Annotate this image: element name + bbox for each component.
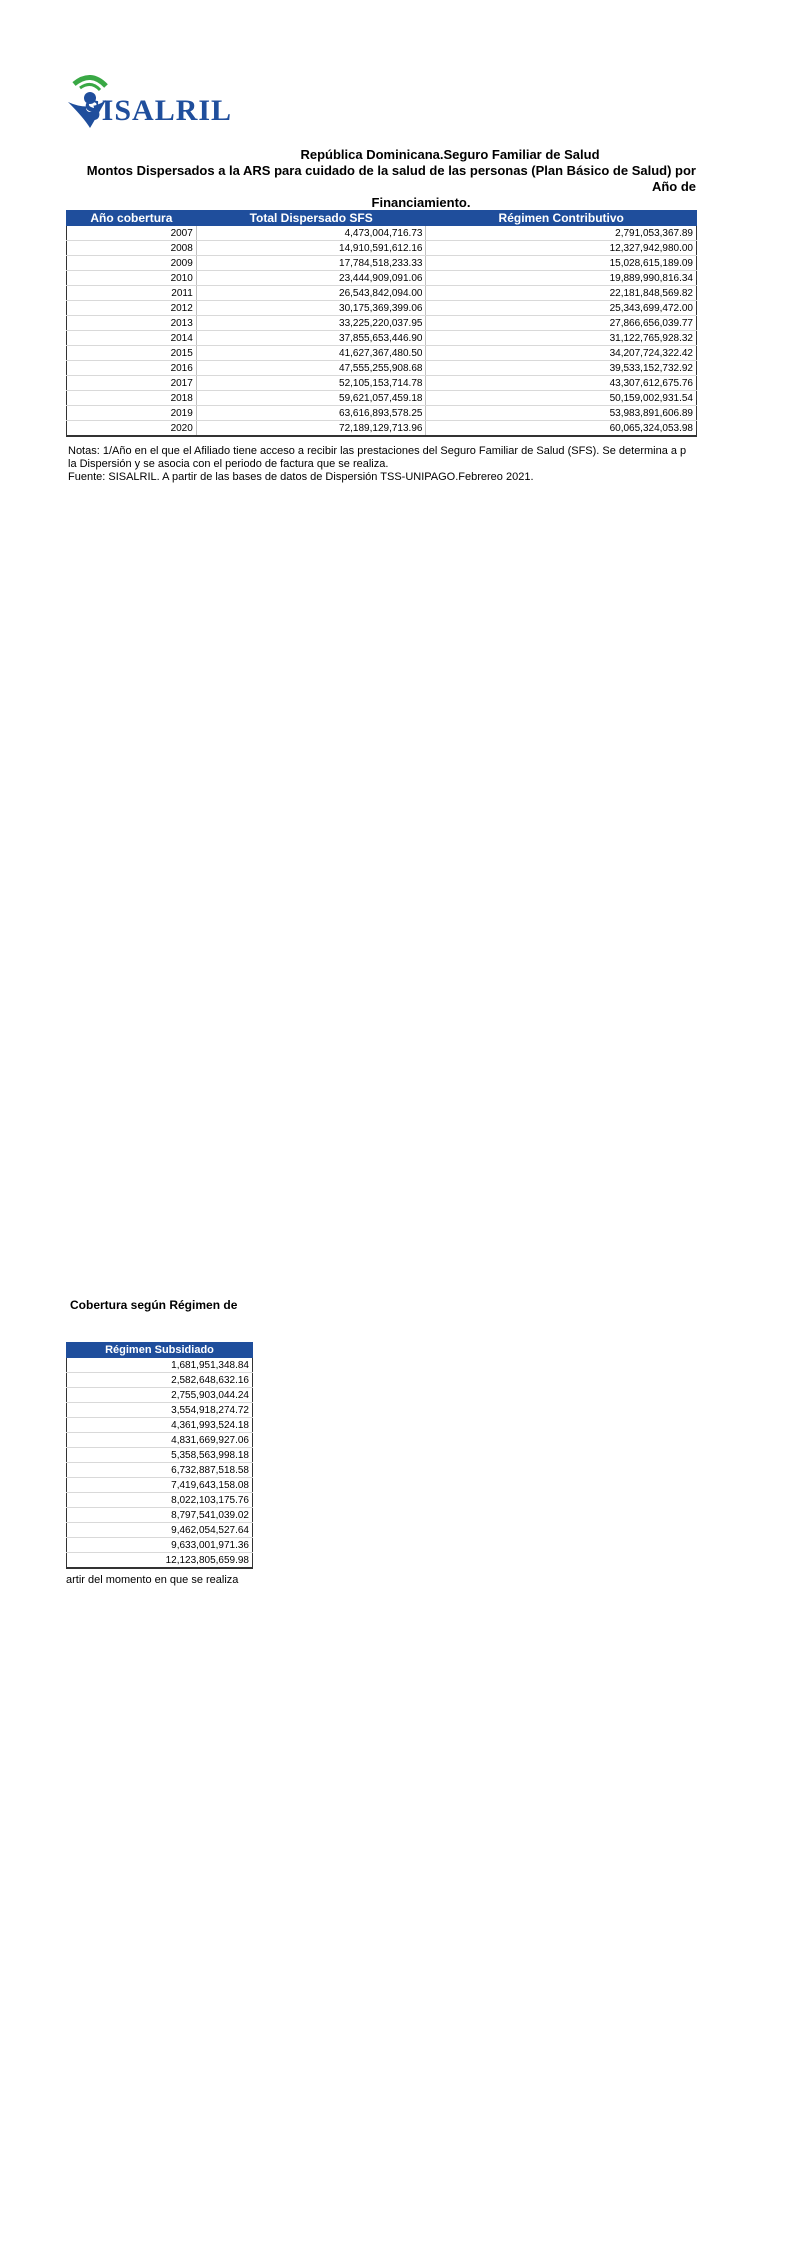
col-header-year: Año cobertura bbox=[67, 211, 197, 226]
notes-block bbox=[68, 445, 698, 484]
cell-total: 33,225,220,037.95 bbox=[196, 316, 426, 331]
table-row bbox=[67, 391, 697, 406]
note-line-2: la Dispersión y se asocia con el periodo de factura que se realiza. bbox=[68, 458, 389, 470]
col-header-total: Total Dispersado SFS bbox=[196, 211, 426, 226]
table-row bbox=[67, 421, 697, 437]
col-header-subsidiado: Régimen Subsidiado bbox=[67, 1343, 253, 1358]
table-row bbox=[67, 1448, 253, 1463]
cell-year: 2009 bbox=[67, 256, 197, 271]
dispersion-table-header bbox=[67, 211, 697, 226]
title-line-2: Montos Dispersados a la ARS para cuidado de la salud de las personas (Plan Básico de Salud) por Año de bbox=[86, 163, 696, 194]
table-row bbox=[67, 1463, 253, 1478]
cell-contributivo: 53,983,891,606.89 bbox=[426, 406, 697, 421]
table-row bbox=[67, 406, 697, 421]
cell-subsidiado: 6,732,887,518.58 bbox=[67, 1463, 253, 1478]
cell-subsidiado: 2,755,903,044.24 bbox=[67, 1388, 253, 1403]
cell-subsidiado: 4,831,669,927.06 bbox=[67, 1433, 253, 1448]
cell-subsidiado: 8,022,103,175.76 bbox=[67, 1493, 253, 1508]
cell-subsidiado: 1,681,951,348.84 bbox=[67, 1358, 253, 1373]
title-line-1: República Dominicana.Seguro Familiar de Salud bbox=[300, 147, 600, 162]
cell-contributivo: 34,207,724,322.42 bbox=[426, 346, 697, 361]
cell-year: 2010 bbox=[67, 271, 197, 286]
table-row bbox=[67, 1388, 253, 1403]
cell-year: 2018 bbox=[67, 391, 197, 406]
cell-year: 2007 bbox=[67, 226, 197, 241]
subsidiado-table-header bbox=[67, 1343, 253, 1358]
table-row bbox=[67, 361, 697, 376]
cell-year: 2015 bbox=[67, 346, 197, 361]
cell-subsidiado: 3,554,918,274.72 bbox=[67, 1403, 253, 1418]
cell-year: 2019 bbox=[67, 406, 197, 421]
cell-contributivo: 22,181,848,569.82 bbox=[426, 286, 697, 301]
table-row bbox=[67, 1523, 253, 1538]
cell-total: 26,543,842,094.00 bbox=[196, 286, 426, 301]
cell-year: 2014 bbox=[67, 331, 197, 346]
cell-total: 41,627,367,480.50 bbox=[196, 346, 426, 361]
table-row bbox=[67, 271, 697, 286]
table-row bbox=[67, 1433, 253, 1448]
cell-subsidiado: 8,797,541,039.02 bbox=[67, 1508, 253, 1523]
cell-total: 72,189,129,713.96 bbox=[196, 421, 426, 437]
table-row bbox=[67, 316, 697, 331]
cell-year: 2016 bbox=[67, 361, 197, 376]
cell-contributivo: 43,307,612,675.76 bbox=[426, 376, 697, 391]
table-row bbox=[67, 1508, 253, 1523]
cell-total: 23,444,909,091.06 bbox=[196, 271, 426, 286]
cell-total: 14,910,591,612.16 bbox=[196, 241, 426, 256]
table-row bbox=[67, 1358, 253, 1373]
table-row bbox=[67, 331, 697, 346]
cell-contributivo: 25,343,699,472.00 bbox=[426, 301, 697, 316]
table-row bbox=[67, 1373, 253, 1388]
cell-year: 2012 bbox=[67, 301, 197, 316]
cell-contributivo: 60,065,324,053.98 bbox=[426, 421, 697, 437]
cell-contributivo: 27,866,656,039.77 bbox=[426, 316, 697, 331]
cell-contributivo: 12,327,942,980.00 bbox=[426, 241, 697, 256]
cell-year: 2008 bbox=[67, 241, 197, 256]
cell-contributivo: 50,159,002,931.54 bbox=[426, 391, 697, 406]
cell-subsidiado: 2,582,648,632.16 bbox=[67, 1373, 253, 1388]
section2-title: Cobertura según Régimen de bbox=[70, 1298, 238, 1312]
cell-subsidiado: 9,462,054,527.64 bbox=[67, 1523, 253, 1538]
cell-total: 17,784,518,233.33 bbox=[196, 256, 426, 271]
table-row bbox=[67, 1418, 253, 1433]
cell-total: 47,555,255,908.68 bbox=[196, 361, 426, 376]
table-row bbox=[67, 241, 697, 256]
table-row bbox=[67, 1403, 253, 1418]
cell-contributivo: 19,889,990,816.34 bbox=[426, 271, 697, 286]
subsidiado-table bbox=[66, 1342, 253, 1569]
table-row bbox=[67, 301, 697, 316]
cell-year: 2020 bbox=[67, 421, 197, 437]
table-row bbox=[67, 226, 697, 241]
cell-contributivo: 39,533,152,732.92 bbox=[426, 361, 697, 376]
table-row bbox=[67, 346, 697, 361]
cell-subsidiado: 12,123,805,659.98 bbox=[67, 1553, 253, 1569]
sisalril-logo-text: SISALRIL bbox=[84, 94, 233, 127]
cell-total: 37,855,653,446.90 bbox=[196, 331, 426, 346]
dispersion-table bbox=[66, 210, 697, 437]
table-row bbox=[67, 1538, 253, 1553]
title-line-3: Financiamiento. bbox=[371, 195, 471, 210]
table-row bbox=[67, 1553, 253, 1569]
table-row bbox=[67, 376, 697, 391]
table-row bbox=[67, 1478, 253, 1493]
cell-total: 59,621,057,459.18 bbox=[196, 391, 426, 406]
table-row bbox=[67, 256, 697, 271]
col-header-contributivo: Régimen Contributivo bbox=[426, 211, 697, 226]
cell-year: 2017 bbox=[67, 376, 197, 391]
cell-subsidiado: 7,419,643,158.08 bbox=[67, 1478, 253, 1493]
cell-subsidiado: 5,358,563,998.18 bbox=[67, 1448, 253, 1463]
cell-subsidiado: 4,361,993,524.18 bbox=[67, 1418, 253, 1433]
section2-note: artir del momento en que se realiza bbox=[66, 1574, 239, 1586]
cell-contributivo: 31,122,765,928.32 bbox=[426, 331, 697, 346]
cell-total: 63,616,893,578.25 bbox=[196, 406, 426, 421]
cell-year: 2013 bbox=[67, 316, 197, 331]
cell-total: 4,473,004,716.73 bbox=[196, 226, 426, 241]
note-line-1: Notas: 1/Año en el que el Afiliado tiene acceso a recibir las prestaciones del Seguro Familiar de Salud (SFS). Se determina a p bbox=[68, 445, 687, 457]
cell-subsidiado: 9,633,001,971.36 bbox=[67, 1538, 253, 1553]
table-row bbox=[67, 1493, 253, 1508]
cell-contributivo: 15,028,615,189.09 bbox=[426, 256, 697, 271]
cell-total: 30,175,369,399.06 bbox=[196, 301, 426, 316]
source-line: Fuente: SISALRIL. A partir de las bases de datos de Dispersión TSS-UNIPAGO.Febrereo 2021. bbox=[68, 471, 534, 483]
cell-contributivo: 2,791,053,367.89 bbox=[426, 226, 697, 241]
cell-year: 2011 bbox=[67, 286, 197, 301]
cell-total: 52,105,153,714.78 bbox=[196, 376, 426, 391]
table-row bbox=[67, 286, 697, 301]
